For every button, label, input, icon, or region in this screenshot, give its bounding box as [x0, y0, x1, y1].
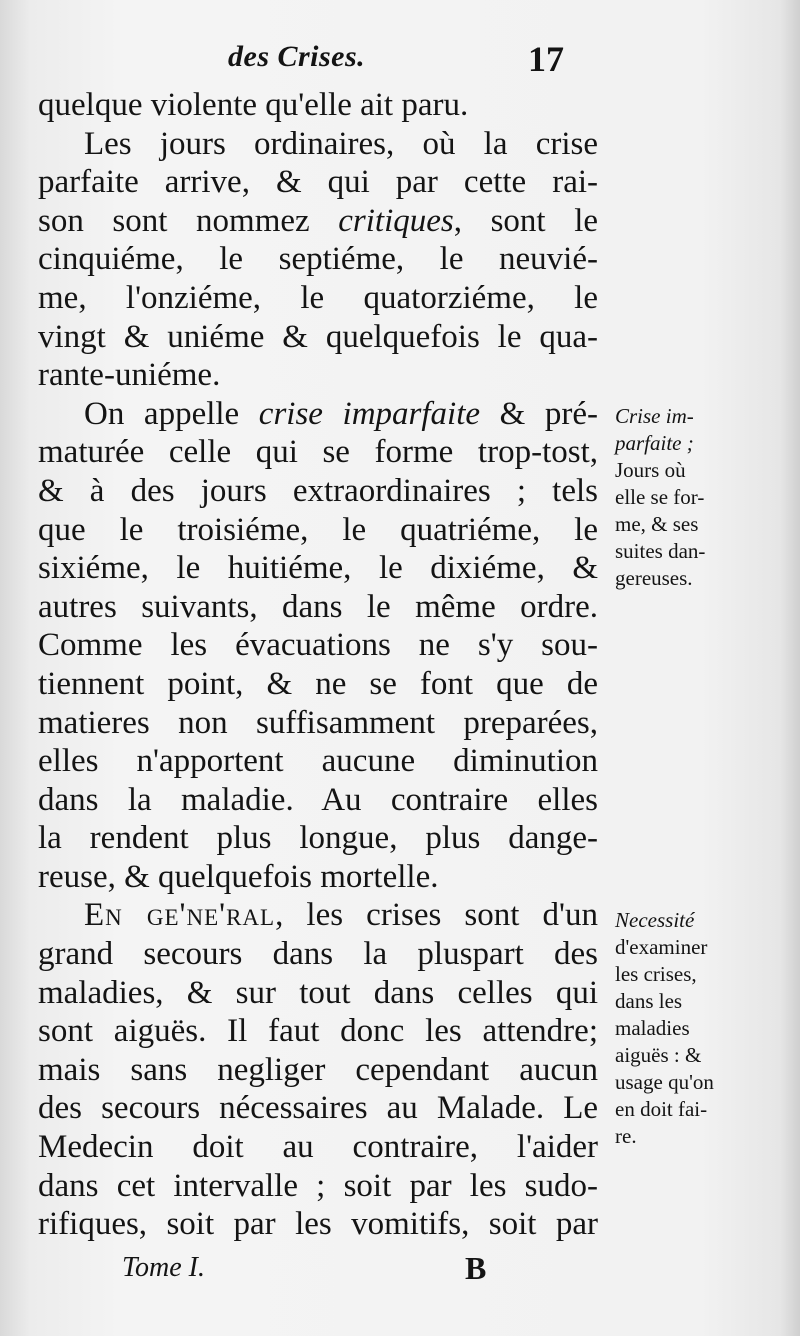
margin-note-necessite	[615, 907, 765, 1150]
text-line: rante-uniéme.	[38, 357, 221, 394]
text-line: dans la maladie. Au contraire elles	[38, 781, 598, 818]
main-text-column	[38, 86, 598, 1244]
text-line: rifiques, soit par les vomitifs, soit par	[38, 1206, 598, 1243]
small-caps-en-general: En ge'ne'ral	[84, 897, 276, 934]
text-line: reuse, & quelquefois mortelle.	[38, 858, 439, 895]
text-segment: , les crises sont d'un	[275, 897, 598, 934]
text-line	[38, 395, 598, 434]
text-segment: son sont nommez	[38, 202, 339, 239]
text-line: sont aiguës. Il faut donc les attendre;	[38, 1013, 598, 1050]
signature-mark: B	[465, 1250, 487, 1286]
margin-note-line: suites dan-	[615, 539, 706, 563]
margin-note-line: d'examiner	[615, 935, 708, 959]
margin-note-crise-imparfaite	[615, 403, 765, 592]
text-line: dans cet intervalle ; soit par les sudo-	[38, 1167, 598, 1204]
text-line: grand secours dans la pluspart des	[38, 936, 598, 973]
text-line: cinquiéme, le septiéme, le neuvié-	[38, 241, 598, 278]
text-line: Comme les évacuations ne s'y sou-	[38, 627, 598, 664]
margin-note-line: me, & ses	[615, 512, 699, 536]
margin-note-line: elle se for-	[615, 485, 705, 509]
text-line: parfaite arrive, & qui par cette rai-	[38, 164, 598, 201]
text-line: quelque violente qu'elle ait paru.	[38, 87, 469, 123]
page-number: 17	[528, 39, 564, 79]
text-line: matieres non suffisamment preparées,	[38, 704, 598, 741]
margin-note-line: gereuses.	[615, 566, 693, 590]
margin-note-line: Necessité	[615, 908, 695, 932]
margin-note-line: en doit fai-	[615, 1097, 708, 1121]
text-line: tiennent point, & ne se font que de	[38, 665, 598, 702]
text-line: elles n'apportent aucune diminution	[38, 743, 598, 780]
text-segment: On appelle	[84, 395, 259, 432]
text-line: & à des jours extraordinaires ; tels	[38, 472, 598, 509]
text-line	[38, 202, 598, 241]
text-segment: , sont le	[453, 202, 599, 239]
footer-volume: Tome I.	[122, 1252, 205, 1283]
text-line: la rendent plus longue, plus dange-	[38, 820, 598, 857]
margin-note-line: usage qu'on	[615, 1070, 714, 1094]
margin-note-line: re.	[615, 1124, 637, 1148]
margin-note-line: maladies	[615, 1016, 690, 1040]
margin-note-line: dans les	[615, 989, 683, 1013]
text-line: sixiéme, le huitiéme, le dixiéme, &	[38, 550, 598, 587]
italic-term-critiques: critiques	[338, 202, 454, 239]
margin-note-line: les crises,	[615, 962, 697, 986]
margin-note-line: Crise im-	[615, 404, 694, 428]
text-segment: & pré-	[480, 395, 599, 432]
text-line: des secours nécessaires au Malade. Le	[38, 1090, 598, 1127]
text-line: vingt & uniéme & quelquefois le qua-	[38, 318, 598, 355]
italic-term-crise-imparfaite: crise imparfaite	[258, 395, 481, 432]
text-line: maladies, & sur tout dans celles qui	[38, 974, 598, 1011]
text-line: mais sans negliger cependant aucun	[38, 1051, 598, 1088]
text-line: Medecin doit au contraire, l'aider	[38, 1129, 598, 1166]
text-line: autres suivants, dans le même ordre.	[38, 588, 598, 625]
margin-note-line: aiguës : &	[615, 1043, 702, 1067]
text-line: me, l'onziéme, le quatorziéme, le	[38, 279, 598, 316]
text-line: maturée celle qui se forme trop-tost,	[38, 434, 598, 471]
margin-note-line: Jours où	[615, 458, 686, 482]
running-head-title: des Crises.	[228, 40, 366, 73]
text-line: Les jours ordinaires, où la crise	[84, 125, 598, 162]
text-line: que le troisiéme, le quatriéme, le	[38, 511, 598, 548]
margin-note-line: parfaite ;	[615, 431, 694, 455]
text-line	[38, 896, 598, 935]
